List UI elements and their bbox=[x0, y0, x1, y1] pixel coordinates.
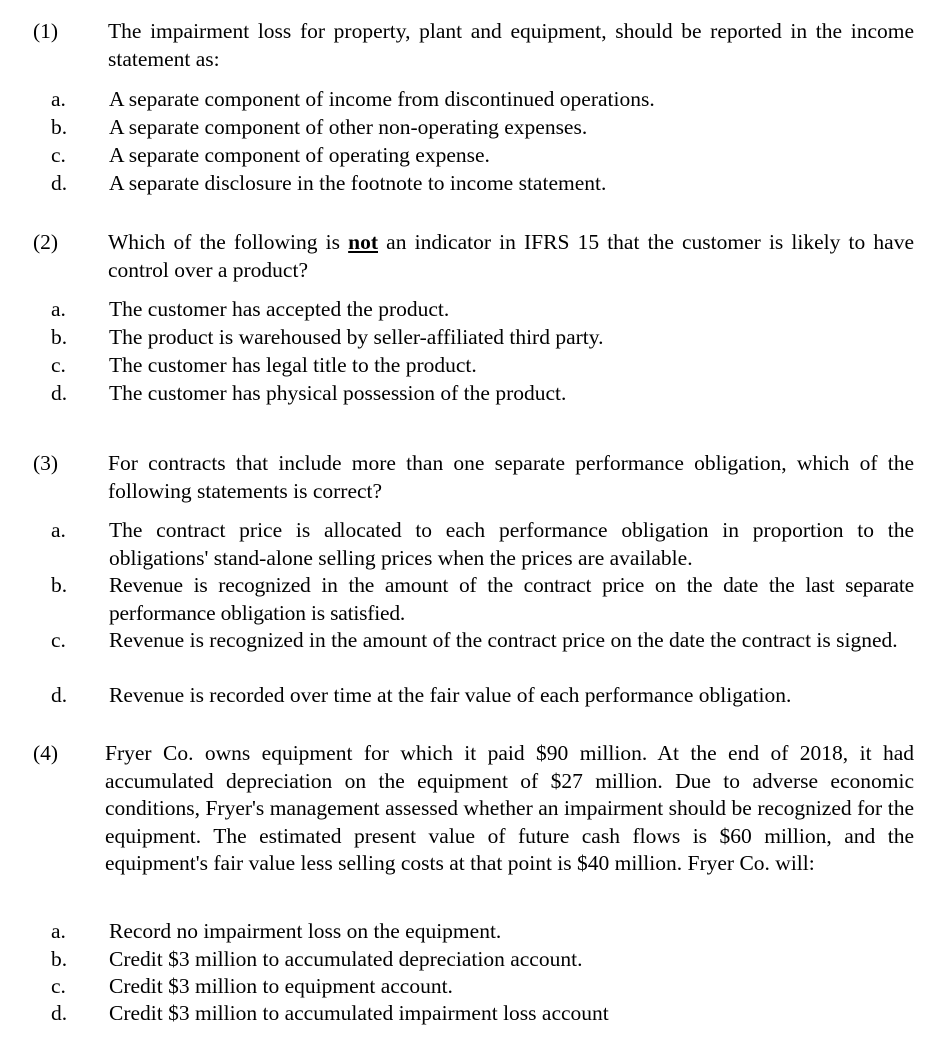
option-letter: d. bbox=[51, 381, 68, 405]
question-number: (3) bbox=[33, 451, 59, 475]
question-text: For contracts that include more than one separate performance obligation, which of the following statements is correct? bbox=[108, 451, 914, 503]
question-text: Fryer Co. owns equipment for which it paid $90 million. At the end of 2018, it had accumulated depreciation on the equipment of $27 million. Due to adverse economic conditions, Fryer's management assessed whether an impairment should be recognized for the equipment. The estimated present value of future cash flows is $60 million, and the equipment's fair value less selling costs at that point is $40 million. Fryer Co. will: bbox=[105, 741, 914, 875]
option-text: A separate component of other non-operating expenses. bbox=[109, 115, 588, 139]
option-letter: d. bbox=[51, 1001, 68, 1025]
option-letter: a. bbox=[51, 919, 66, 943]
option-text: The customer has accepted the product. bbox=[109, 297, 450, 321]
option-text: Credit $3 million to accumulated depreciation account. bbox=[109, 947, 583, 971]
option-letter: c. bbox=[51, 628, 66, 652]
option-text: Record no impairment loss on the equipment. bbox=[109, 919, 502, 943]
option-text: The customer has physical possession of the product. bbox=[109, 381, 567, 405]
question-text-before: Which of the following is bbox=[108, 230, 349, 254]
option-text: The customer has legal title to the product. bbox=[109, 353, 477, 377]
question-text: The impairment loss for property, plant and equipment, should be reported in the income statement as: bbox=[108, 19, 914, 71]
option-text: The product is warehoused by seller-affiliated third party. bbox=[109, 325, 604, 349]
question-text bbox=[108, 229, 914, 284]
option-letter: a. bbox=[51, 297, 66, 321]
option-letter: c. bbox=[51, 143, 66, 167]
option-text: Revenue is recognized in the amount of the contract price on the date the contract is signed. bbox=[109, 628, 898, 652]
option-letter: d. bbox=[51, 683, 68, 707]
question-text-after: an indicator in IFRS 15 that the customer is likely to have control over a product? bbox=[108, 230, 914, 282]
option-text: Credit $3 million to accumulated impairment loss account bbox=[109, 1001, 609, 1025]
option-text: A separate component of operating expense. bbox=[109, 143, 490, 167]
option-letter: c. bbox=[51, 353, 66, 377]
option-letter: b. bbox=[51, 947, 68, 971]
option-letter: d. bbox=[51, 171, 68, 195]
question-number: (2) bbox=[33, 230, 59, 254]
question-text-emphasis: not bbox=[348, 230, 379, 254]
option-letter: c. bbox=[51, 974, 66, 998]
option-text: Revenue is recognized in the amount of the contract price on the date the last separate performance obligation is satisfied. bbox=[109, 573, 914, 625]
question-number: (4) bbox=[33, 741, 59, 765]
option-text: Credit $3 million to equipment account. bbox=[109, 974, 453, 998]
option-text: A separate disclosure in the footnote to income statement. bbox=[109, 171, 607, 195]
option-letter: b. bbox=[51, 573, 68, 597]
option-letter: b. bbox=[51, 325, 68, 349]
option-letter: b. bbox=[51, 115, 68, 139]
option-text: Revenue is recorded over time at the fair value of each performance obligation. bbox=[109, 683, 792, 707]
option-text: A separate component of income from discontinued operations. bbox=[109, 87, 655, 111]
option-letter: a. bbox=[51, 518, 66, 542]
question-number: (1) bbox=[33, 19, 59, 43]
option-letter: a. bbox=[51, 87, 66, 111]
option-text: The contract price is allocated to each performance obligation in proportion to the obligations' stand-alone selling prices when the prices are available. bbox=[109, 518, 914, 570]
